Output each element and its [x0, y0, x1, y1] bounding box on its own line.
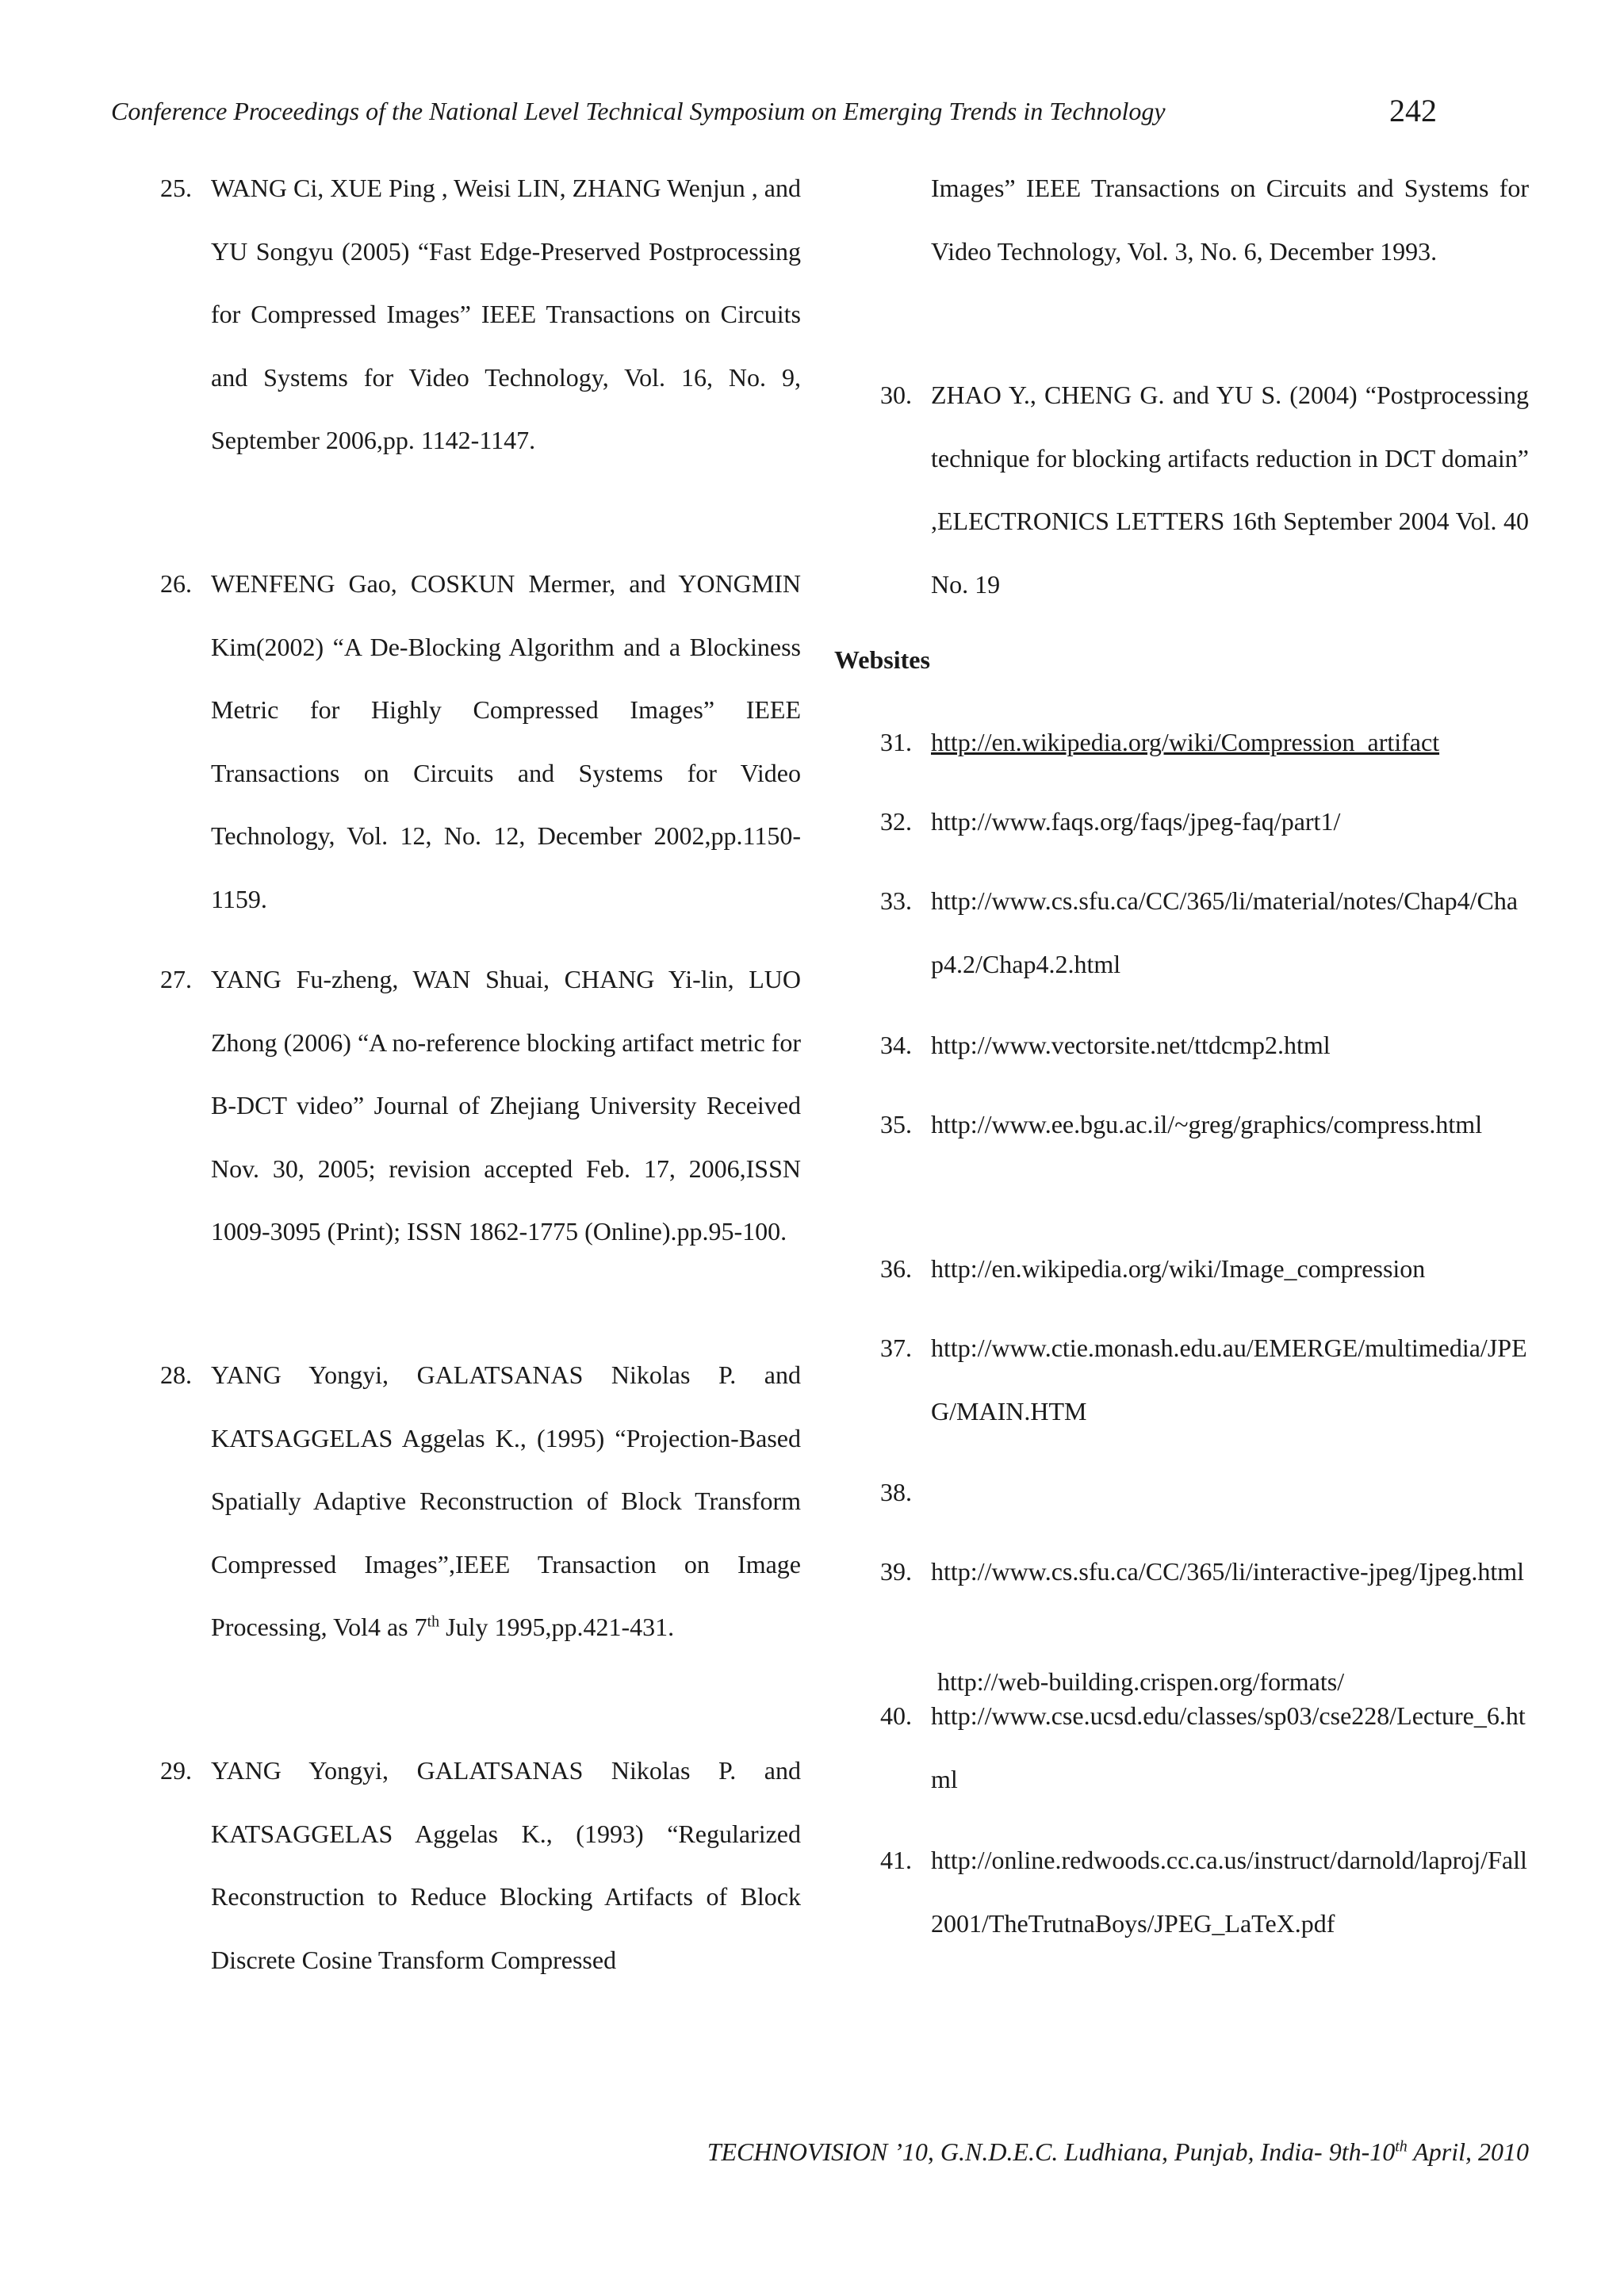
reference-number: 28.: [160, 1360, 192, 1389]
website-item: [880, 711, 1529, 775]
website-url: http://www.cse.ucsd.edu/classes/sp03/cse228/Lecture_6.html: [931, 1701, 1526, 1793]
website-number: 35.: [880, 1110, 912, 1138]
website-url: http://en.wikipedia.org/wiki/Image_compression: [931, 1254, 1426, 1283]
website-number: 39.: [880, 1557, 912, 1586]
reference-text: WANG Ci, XUE Ping , Weisi LIN, ZHANG Wenjun , and YU Songyu (2005) “Fast Edge-Preserved Postprocessing for Compressed Images” IEEE Transactions on Circuits and Systems for Video Technology, Vol. 16, No. 9, September 2006,pp. 1142-1147.: [211, 174, 801, 454]
website-item: [880, 1540, 1529, 1604]
website-url: http://www.faqs.org/faqs/jpeg-faq/part1/: [931, 807, 1341, 836]
reference-continuation: [880, 157, 1529, 283]
superscript: th: [1395, 2137, 1408, 2156]
website-number: 34.: [880, 1031, 912, 1059]
reference-item: [880, 364, 1529, 616]
website-number: 40.: [880, 1701, 912, 1730]
reference-item: [160, 1344, 801, 1659]
website-url: http://web-building.crispen.org/formats/: [931, 1667, 1345, 1696]
website-item: [880, 1685, 1529, 1811]
reference-number: 29.: [160, 1756, 192, 1785]
website-number: 41.: [880, 1846, 912, 1874]
website-number: 37.: [880, 1334, 912, 1362]
reference-number: 27.: [160, 965, 192, 993]
page-number: 242: [1389, 93, 1437, 128]
reference-number: 30.: [880, 381, 912, 409]
website-url: http://www.cs.sfu.ca/CC/365/li/material/notes/Chap4/Chap4.2/Chap4.2.html: [931, 886, 1519, 978]
reference-text: Images” IEEE Transactions on Circuits and Systems for Video Technology, Vol. 3, No. 6, December 1993.: [931, 174, 1529, 266]
reference-number: 25.: [160, 174, 192, 202]
running-header: Conference Proceedings of the National Level Technical Symposium on Emerging Trends in Technology: [111, 97, 1166, 125]
reference-text: YANG Yongyi, GALATSANAS Nikolas P. and KATSAGGELAS Aggelas K., (1995) “Projection-Based Spatially Adaptive Reconstruction of Block Transform Compressed Images”,IEEE Transaction on Image Processing, Vol4 as 7th July 1995,pp.421-431.: [211, 1360, 801, 1641]
website-url: http://online.redwoods.cc.ca.us/instruct/darnold/laproj/Fall2001/TheTrutnaBoys/JPEG_LaTeX.pdf: [931, 1846, 1527, 1938]
reference-text: ZHAO Y., CHENG G. and YU S. (2004) “Postprocessing technique for blocking artifacts reduction in DCT domain” ,ELECTRONICS LETTERS 16th September 2004 Vol. 40 No. 19: [931, 381, 1529, 599]
website-item: [880, 1829, 1529, 1955]
website-item: [880, 1238, 1529, 1301]
website-number: 36.: [880, 1254, 912, 1283]
reference-item: [160, 553, 801, 931]
reference-text: YANG Yongyi, GALATSANAS Nikolas P. and KATSAGGELAS Aggelas K., (1993) “Regularized Reconstruction to Reduce Blocking Artifacts of Block Discrete Cosine Transform Compressed: [211, 1756, 801, 1974]
reference-text: YANG Fu-zheng, WAN Shuai, CHANG Yi-lin, LUO Zhong (2006) “A no-reference blocking artifact metric for B-DCT video” Journal of Zhejiang University Received Nov. 30, 2005; revision accepted Feb. 17, 2006,ISSN 1009-3095 (Print); ISSN 1862-1775 (Online).pp.95-100.: [211, 965, 801, 1246]
website-number: 33.: [880, 886, 912, 915]
website-url: http://www.ctie.monash.edu.au/EMERGE/multimedia/JPEG/MAIN.HTM: [931, 1334, 1527, 1425]
website-item: [880, 1093, 1529, 1157]
website-url: http://www.ee.bgu.ac.il/~greg/graphics/compress.html: [931, 1110, 1483, 1138]
reference-text: WENFENG Gao, COSKUN Mermer, and YONGMIN Kim(2002) “A De-Blocking Algorithm and a Blockiness Metric for Highly Compressed Images” IEEE Transactions on Circuits and Systems for Video Technology, Vol. 12, No. 12, December 2002,pp.1150-1159.: [211, 569, 801, 913]
reference-item: [160, 1739, 801, 1992]
websites-heading: Websites: [834, 645, 930, 674]
website-url: http://www.vectorsite.net/ttdcmp2.html: [931, 1031, 1331, 1059]
reference-item: [160, 157, 801, 473]
reference-number: 26.: [160, 569, 192, 598]
website-item: [880, 1014, 1529, 1077]
website-link[interactable]: http://en.wikipedia.org/wiki/Compression_artifact: [931, 728, 1440, 756]
website-item: [880, 790, 1529, 854]
running-footer: TECHNOVISION ’10, G.N.D.E.C. Ludhiana, Punjab, India- 9th-10th April, 2010: [707, 2137, 1529, 2166]
website-item: [880, 870, 1529, 996]
website-item: [880, 1317, 1529, 1443]
reference-item: [160, 948, 801, 1264]
website-number: 32.: [880, 807, 912, 836]
website-url: http://www.cs.sfu.ca/CC/365/li/interactive-jpeg/Ijpeg.html: [931, 1557, 1524, 1586]
website-number: 31.: [880, 728, 912, 756]
website-number: 38.: [880, 1478, 912, 1506]
superscript: th: [427, 1613, 440, 1631]
